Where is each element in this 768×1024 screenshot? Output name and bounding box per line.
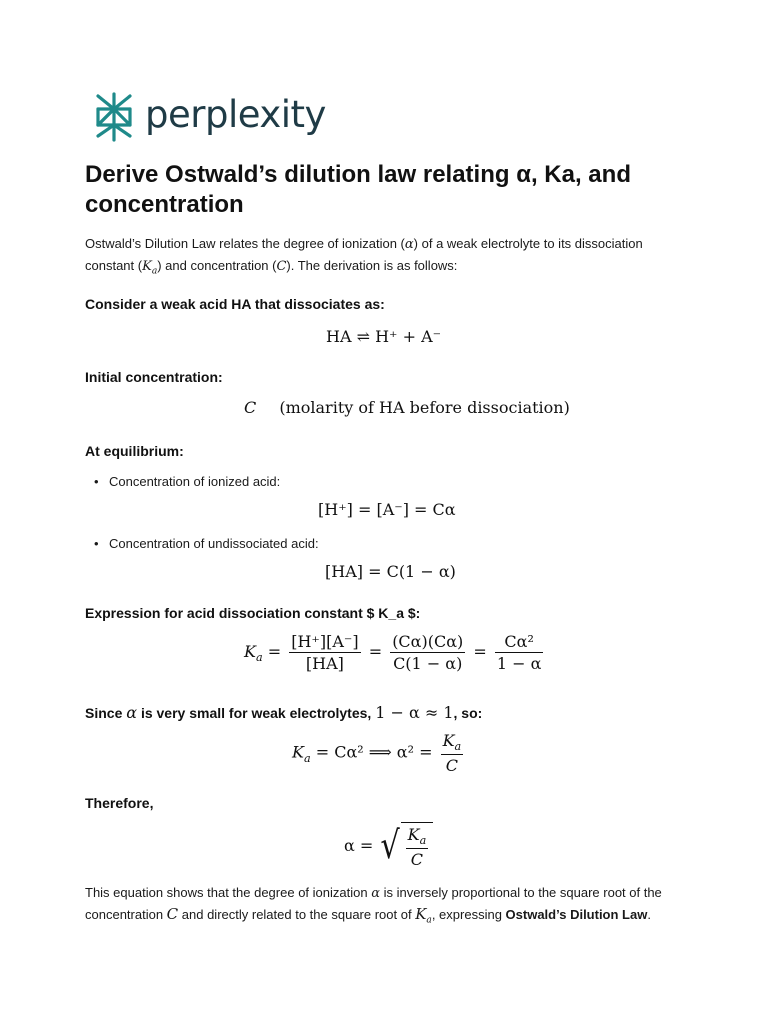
brand-logo — [93, 92, 326, 142]
ka-lhs: K — [244, 642, 256, 661]
intro-paragraph — [85, 233, 685, 283]
conclusion-text-5: . — [647, 907, 651, 922]
intro-ka-sub: a — [151, 266, 158, 277]
conclusion-text-1: This equation shows that the degree of ionization — [85, 885, 372, 900]
equation-approx — [292, 731, 466, 775]
approx-fraction-num — [441, 731, 464, 755]
bullet-ionized — [95, 474, 280, 489]
conclusion-text-4: , expressing — [431, 907, 506, 922]
ka-fraction-1-den: [HA] — [305, 654, 344, 673]
ka-fraction-2-num: (Cα)(Cα) — [392, 632, 464, 651]
equation-initial — [244, 398, 570, 417]
intro-text-3: ) and concentration ( — [157, 258, 277, 273]
intro-ka: K — [142, 259, 152, 274]
heading-consider: Consider a weak acid HA that dissociates as: — [85, 296, 385, 312]
intro-text-1: Ostwald’s Dilution Law relates the degree of ionization ( — [85, 236, 405, 251]
ka-fraction-1-num: [H⁺][A⁻] — [291, 632, 359, 651]
approx-left: = Cα² ⟹ α² = — [315, 742, 433, 762]
heading-expression: Expression for acid dissociation constant $ K_a $: — [85, 605, 421, 621]
final-sqrt — [378, 822, 433, 869]
bullet-undissociated-text: Concentration of undissociated acid: — [109, 536, 319, 551]
conclusion-law: Ostwald’s Dilution Law — [505, 907, 648, 922]
equation-ionized: [H⁺] = [A⁻] = Cα — [318, 500, 456, 519]
page-title: Derive Ostwald’s dilution law relating α, Ka, and concentration — [85, 161, 631, 218]
approx-num-sub: a — [454, 740, 462, 754]
equation-final — [344, 822, 433, 869]
ka-fraction-1 — [289, 632, 360, 673]
heading-since — [85, 703, 482, 722]
approx-fraction-den: C — [445, 756, 459, 776]
final-lhs: α = — [344, 836, 374, 856]
initial-note: (molarity of HA before dissociation) — [279, 398, 570, 417]
since-text-2: is very small for weak electrolytes, — [137, 705, 376, 721]
since-text-1: Since — [85, 705, 127, 721]
conclusion-paragraph — [85, 882, 685, 932]
final-fraction-den: C — [410, 850, 424, 870]
sqrt-icon: √ — [380, 823, 401, 867]
final-fraction-num — [406, 825, 429, 849]
ka-fraction-3 — [495, 632, 544, 673]
intro-alpha: α — [404, 237, 414, 252]
equation-dissociation: HA ⇌ H⁺ + A⁻ — [326, 327, 442, 346]
initial-c: C — [244, 398, 257, 417]
approx-ka-sub: a — [303, 751, 311, 765]
conclusion-c: C — [166, 905, 179, 923]
heading-equilibrium: At equilibrium: — [85, 443, 184, 459]
final-num-k: K — [407, 825, 420, 844]
conclusion-alpha: α — [371, 886, 380, 901]
final-sqrt-body — [401, 822, 434, 869]
conclusion-text-2: is inversely proportional to the square root of the concentration — [85, 885, 662, 922]
since-expr: 1 − α ≈ 1 — [375, 703, 454, 722]
intro-c: C — [276, 259, 287, 274]
brand-name: perplexity — [145, 92, 326, 136]
conclusion-text-3: and directly related to the square root of — [178, 907, 416, 922]
bullet-undissociated — [95, 536, 319, 551]
ka-fraction-3-num: Cα² — [495, 632, 544, 653]
ka-fraction-2 — [390, 632, 465, 673]
since-alpha: α — [126, 703, 138, 722]
conclusion-ka: K — [415, 905, 427, 923]
heading-therefore: Therefore, — [85, 795, 154, 811]
ka-fraction-2-den: C(1 − α) — [393, 654, 463, 673]
approx-num-k: K — [442, 731, 455, 750]
heading-initial: Initial concentration: — [85, 369, 223, 385]
bullet-ionized-text: Concentration of ionized acid: — [109, 474, 281, 489]
conclusion-ka-sub: a — [426, 915, 432, 926]
ka-fraction-3-den: 1 − α — [496, 654, 542, 673]
equation-undissociated: [HA] = C(1 − α) — [325, 562, 456, 581]
intro-text-4: ). The derivation is as follows: — [286, 258, 458, 273]
intro-text-2: ) of a weak electrolyte to its dissociation constant ( — [85, 236, 643, 273]
ka-lhs-sub: a — [255, 651, 263, 665]
approx-ka: K — [292, 742, 304, 762]
since-text-3: , so: — [453, 705, 483, 721]
approx-fraction — [441, 731, 464, 775]
final-fraction — [406, 825, 429, 869]
perplexity-logo-icon — [93, 92, 135, 142]
final-num-sub: a — [419, 834, 427, 848]
equation-ka: $K_a$ = $\frac{[H^+][A^-]}{[HA]}$ = $\frac{(C\alpha)(C\alpha)}{C(1 - \alpha)}$ = $\frac{\text{Cα²}}{1 - \alpha}$ — [244, 632, 542, 673]
